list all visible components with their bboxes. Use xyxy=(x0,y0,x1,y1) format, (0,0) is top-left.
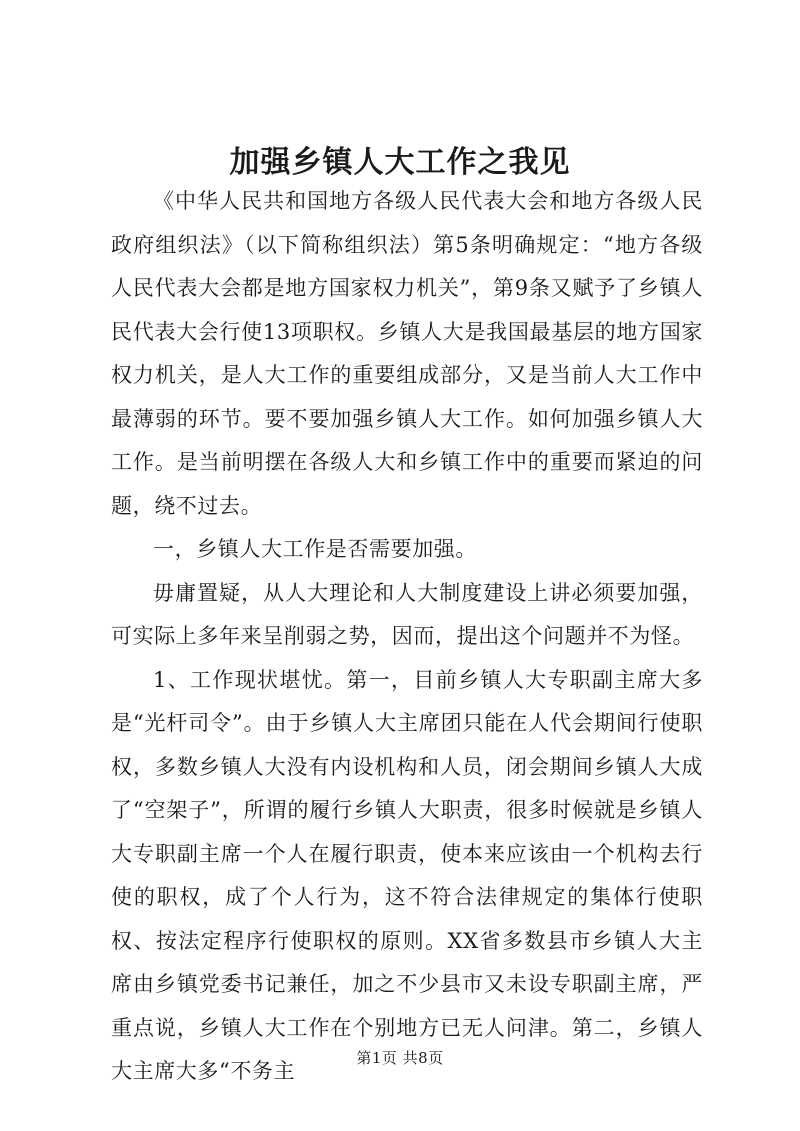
document-body xyxy=(111,180,703,1094)
document-title: 加强乡镇人大工作之我见 xyxy=(229,145,571,180)
paragraph-work-status: 1、工作现状堪忧。第一，目前乡镇人大专职副主席大多是“光杆司令”。由于乡镇人大主席团只能在人代会期间行使职权，多数乡镇人大没有内设机构和人员，闭会期间乡镇人大成了“空架子”，所谓的履行乡镇人大职责，很多时候就是乡镇人大专职副主席一个人在履行职责，使本来应该由一个机构去行使的职权，成了个人行为，这不符合法律规定的集体行使职权、按法定程序行使职权的原则。XX省多数县市乡镇人大主席由乡镇党委书记兼任，加之不少县市又未设专职副主席，严重点说，乡镇人大工作在个别地方已无人问津。第二，乡镇人大主席大多“不务主 xyxy=(111,667,703,1083)
paragraph-intro: 《中华人民共和国地方各级人民代表大会和地方各级人民政府组织法》（以下简称组织法）第5条明确规定：“地方各级人民代表大会都是地方国家权力机关”，第9条又赋予了乡镇人民代表大会行使13项职权。乡镇人大是我国最基层的地方国家权力机关，是人大工作的重要组成部分，又是当前人大工作中最薄弱的环节。要不要加强乡镇人大工作。如何加强乡镇人大工作。是当前明摆在各级人大和乡镇工作中的重要而紧迫的问题，绕不过去。 xyxy=(111,189,703,518)
paragraph-section-heading: 一，乡镇人大工作是否需要加强。 xyxy=(153,537,477,561)
page-footer xyxy=(0,1048,800,1068)
paragraph-undoubtedly: 毋庸置疑，从人大理论和人大制度建设上讲必须要加强，可实际上多年来呈削弱之势，因而，提出这个问题并不为怪。 xyxy=(111,580,703,648)
page-number: 第1页 共8页 xyxy=(356,1049,444,1067)
